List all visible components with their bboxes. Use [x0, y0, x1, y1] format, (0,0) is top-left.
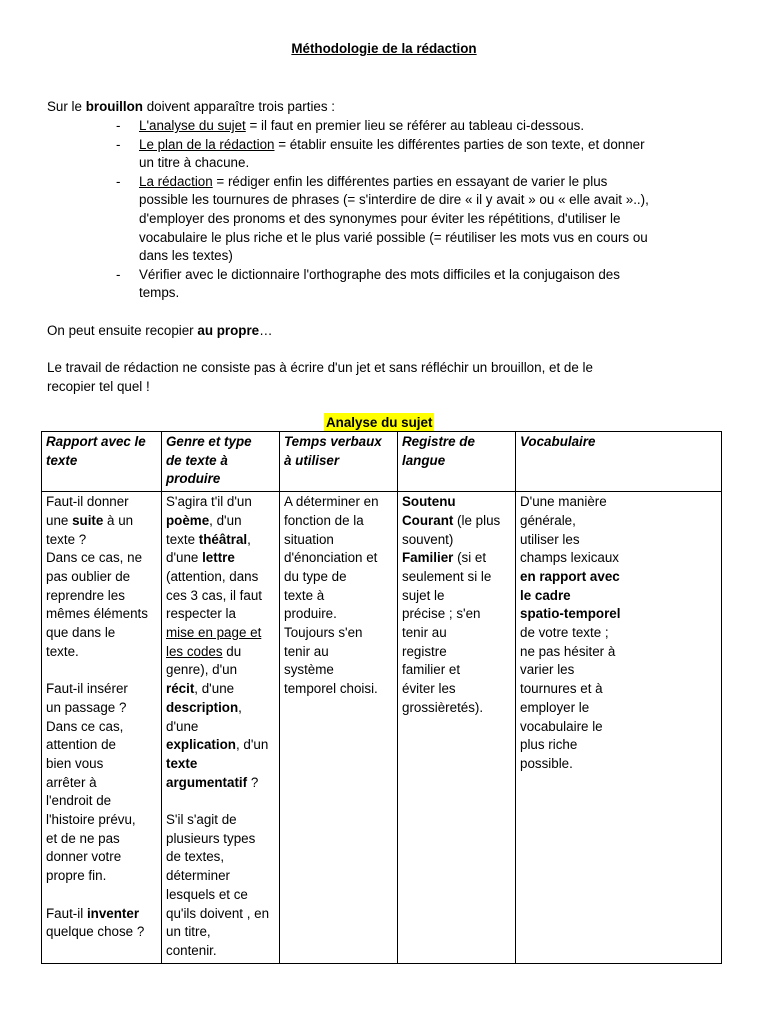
cell-text: , d'un — [209, 512, 242, 528]
header-line: Rapport avec le — [46, 434, 146, 449]
cell-line — [166, 699, 275, 718]
steps-list — [0, 117, 768, 303]
cell-line — [166, 512, 275, 531]
cell-line — [46, 905, 157, 924]
cell-line: plus riche — [520, 737, 578, 753]
cell-line: familier et — [402, 662, 461, 678]
cell-line: contenir. — [166, 942, 217, 958]
cell-bold: Familier — [402, 550, 454, 566]
cell-line: produire. — [284, 606, 337, 622]
cell-registre — [398, 492, 516, 964]
cell-line: texte ? — [46, 531, 87, 547]
cell-line: reprendre les — [46, 587, 125, 603]
step-text: = établir ensuite les différentes parties de son texte, et donner — [274, 136, 645, 152]
cell-line: un titre, — [166, 924, 211, 940]
cell-line: d'une — [166, 718, 199, 734]
cell-line: système — [284, 662, 334, 678]
header-registre — [398, 432, 516, 492]
cell-line: Dans ce cas, ne — [46, 550, 143, 566]
cell-line — [166, 680, 275, 699]
cell-line: que dans le — [46, 625, 116, 641]
dash-marker: - — [116, 266, 121, 282]
cell-line: générale, — [520, 512, 576, 528]
cell-line: registre — [402, 643, 447, 659]
cell-line: donner votre — [46, 849, 122, 865]
list-item — [0, 136, 719, 173]
cell-bold: Courant — [402, 512, 454, 528]
cell-line — [166, 736, 275, 755]
cell-gap — [166, 792, 275, 811]
cell-line: d'énonciation et — [284, 550, 378, 566]
cell-line: Soutenu — [402, 494, 456, 510]
cell-line: arrêter à — [46, 774, 97, 790]
cell-bold: lettre — [202, 550, 235, 566]
cell-line: champs lexicaux — [520, 550, 619, 566]
list-item — [0, 266, 719, 303]
propre-paragraph — [47, 322, 273, 341]
cell-line: éviter les — [402, 681, 456, 697]
table-header-row — [42, 432, 722, 492]
dash-marker: - — [116, 136, 121, 152]
cell-line: possible. — [520, 755, 573, 771]
step-text: un titre à chacune. — [139, 155, 250, 171]
cell-line: lesquels et ce — [166, 886, 248, 902]
cell-line: respecter la — [166, 606, 236, 622]
header-line: de texte à — [166, 452, 228, 468]
cell-line: tenir au — [284, 643, 329, 659]
cell-line: varier les — [520, 662, 575, 678]
cell-genre — [162, 492, 280, 964]
cell-line: temporel choisi. — [284, 681, 378, 697]
dash-marker: - — [116, 118, 121, 133]
cell-line: un passage ? — [46, 699, 127, 715]
cell-line: plusieurs types — [166, 830, 256, 846]
cell-line: S'agira t'il d'un — [166, 494, 252, 510]
cell-line: propre fin. — [46, 868, 107, 884]
cell-line: mise en page et — [166, 625, 262, 641]
cell-line — [166, 643, 275, 662]
cell-line — [46, 512, 157, 531]
cell-gap — [46, 661, 157, 680]
step-text: d'employer des pronoms et des synonymes pour éviter les répétitions, d'utiliser le — [139, 210, 621, 226]
cell-line: du type de — [284, 568, 347, 584]
step-text: temps. — [139, 285, 180, 301]
header-rapport — [42, 432, 162, 492]
cell-line: tournures et à — [520, 681, 603, 697]
cell-line: ne pas hésiter à — [520, 643, 616, 659]
cell-text: , d'une — [194, 681, 235, 697]
cell-line — [402, 549, 511, 568]
cell-text: une — [46, 512, 73, 528]
header-line: à utiliser — [284, 452, 340, 468]
cell-line: de votre texte ; — [520, 625, 609, 641]
travail-line: recopier tel quel ! — [47, 378, 150, 394]
cell-line: pas oublier de — [46, 568, 131, 584]
cell-line: grossièretés). — [402, 699, 484, 715]
intro-paragraph — [47, 98, 335, 117]
cell-text: , d'un — [235, 737, 269, 753]
cell-line: A déterminer en — [284, 494, 379, 510]
header-line: Genre et type — [166, 434, 252, 449]
cell-bold: poème — [166, 512, 210, 528]
cell-gap — [46, 886, 157, 905]
cell-line: (attention, dans — [166, 568, 259, 584]
step-text: = il faut en premier lieu se référer au tableau ci-dessous. — [245, 118, 585, 133]
step-text: vocabulaire le plus riche et le plus varié possible (= réutiliser les mots vus en cours ou — [139, 229, 648, 245]
cell-line: mêmes éléments — [46, 606, 148, 622]
cell-line: texte à — [284, 587, 325, 603]
cell-bold: inventer — [86, 905, 140, 921]
table-row — [42, 492, 722, 964]
cell-bold: suite — [72, 512, 104, 528]
cell-line: en rapport avec — [520, 568, 620, 584]
cell-text: d'une — [166, 550, 203, 566]
cell-line — [166, 549, 275, 568]
cell-text: à un — [103, 512, 134, 528]
cell-bold: théâtral — [198, 531, 248, 547]
cell-vocabulaire — [516, 492, 722, 964]
cell-line: spatio-temporel — [520, 606, 621, 622]
step-text: possible les tournures de phrases (= s'interdire de dire « il y avait » ou « elle avait »..), — [139, 192, 649, 208]
cell-bold: explication — [166, 737, 236, 753]
cell-line: situation — [284, 531, 334, 547]
cell-line: Dans ce cas, — [46, 718, 124, 734]
cell-line: vocabulaire le — [520, 718, 603, 734]
cell-line: ces 3 cas, il faut — [166, 587, 263, 603]
step-heading: Le plan de la rédaction — [139, 136, 275, 152]
cell-line: genre), d'un — [166, 662, 238, 678]
cell-line: Faut-il donner — [46, 494, 129, 510]
cell-line: et de ne pas — [46, 830, 120, 846]
cell-text: (le plus — [453, 512, 501, 528]
cell-line: utiliser les — [520, 531, 580, 547]
step-text: Vérifier avec le dictionnaire l'orthographe des mots difficiles et la conjugaison des — [139, 266, 620, 282]
cell-line: sujet le — [402, 587, 445, 603]
cell-text: , — [238, 699, 242, 715]
cell-text: texte — [166, 531, 199, 547]
cell-underlined: les codes — [166, 643, 223, 659]
header-line: langue — [402, 452, 446, 468]
intro-text-end: doivent apparaître trois parties : — [142, 99, 336, 114]
cell-line: déterminer — [166, 868, 231, 884]
list-item — [0, 173, 719, 266]
cell-line: de textes, — [166, 849, 225, 865]
cell-line: Toujours s'en — [284, 625, 363, 641]
cell-text: du — [222, 643, 242, 659]
propre-bold-text: au propre — [197, 323, 260, 338]
step-text: = rédiger enfin les différentes parties en essayant de varier le plus — [212, 173, 608, 189]
cell-line: qu'ils doivent , en — [166, 905, 270, 921]
cell-rapport — [42, 492, 162, 964]
intro-text: Sur le — [47, 99, 86, 114]
cell-bold: argumentatif — [166, 774, 248, 790]
header-line: texte — [46, 452, 78, 468]
cell-line — [166, 531, 275, 550]
cell-line: bien vous — [46, 755, 104, 771]
header-line: Vocabulaire — [520, 434, 596, 449]
cell-line: seulement si le — [402, 568, 492, 584]
cell-line: texte — [166, 755, 198, 771]
cell-line: texte. — [46, 643, 79, 659]
cell-line: S'il s'agit de — [166, 812, 237, 828]
intro-bold-text: brouillon — [85, 99, 143, 114]
header-line: Temps verbaux — [284, 434, 382, 449]
step-heading: L'analyse du sujet — [139, 118, 246, 133]
cell-text: ? — [247, 774, 259, 790]
cell-temps — [280, 492, 398, 964]
cell-text: , — [247, 531, 251, 547]
cell-line: le cadre — [520, 587, 571, 603]
dash-marker: - — [116, 173, 121, 189]
list-item — [0, 117, 719, 136]
step-text: dans les textes) — [139, 248, 233, 264]
cell-line: l'endroit de — [46, 793, 112, 809]
cell-bold: récit — [166, 681, 195, 697]
travail-line: Le travail de rédaction ne consiste pas à écrire d'un jet et sans réfléchir un brouillon, et de le — [47, 360, 593, 375]
cell-line — [402, 512, 511, 531]
travail-paragraph — [47, 359, 727, 396]
cell-line: employer le — [520, 699, 590, 715]
table-title: Analyse du sujet — [326, 415, 433, 430]
header-line: Registre de — [402, 434, 475, 449]
cell-line: l'histoire prévu, — [46, 812, 136, 828]
cell-text: Faut-il — [46, 905, 87, 921]
cell-line: souvent) — [402, 531, 454, 547]
cell-bold: description — [166, 699, 239, 715]
header-genre — [162, 432, 280, 492]
header-line: produire — [166, 471, 221, 487]
analyse-table — [41, 431, 722, 964]
cell-line — [166, 774, 275, 793]
cell-line: précise ; s'en — [402, 606, 481, 622]
propre-text: On peut ensuite recopier — [47, 323, 198, 338]
cell-text: (si et — [453, 550, 487, 566]
header-vocabulaire — [516, 432, 722, 492]
page-title: Méthodologie de la rédaction — [291, 41, 477, 56]
cell-line: Faut-il insérer — [46, 681, 128, 697]
cell-line: tenir au — [402, 625, 447, 641]
propre-text-end: … — [259, 323, 273, 338]
cell-line: D'une manière — [520, 494, 607, 510]
step-heading: La rédaction — [139, 173, 213, 189]
cell-line: attention de — [46, 737, 116, 753]
header-temps — [280, 432, 398, 492]
cell-line: fonction de la — [284, 512, 364, 528]
cell-line: quelque chose ? — [46, 924, 145, 940]
